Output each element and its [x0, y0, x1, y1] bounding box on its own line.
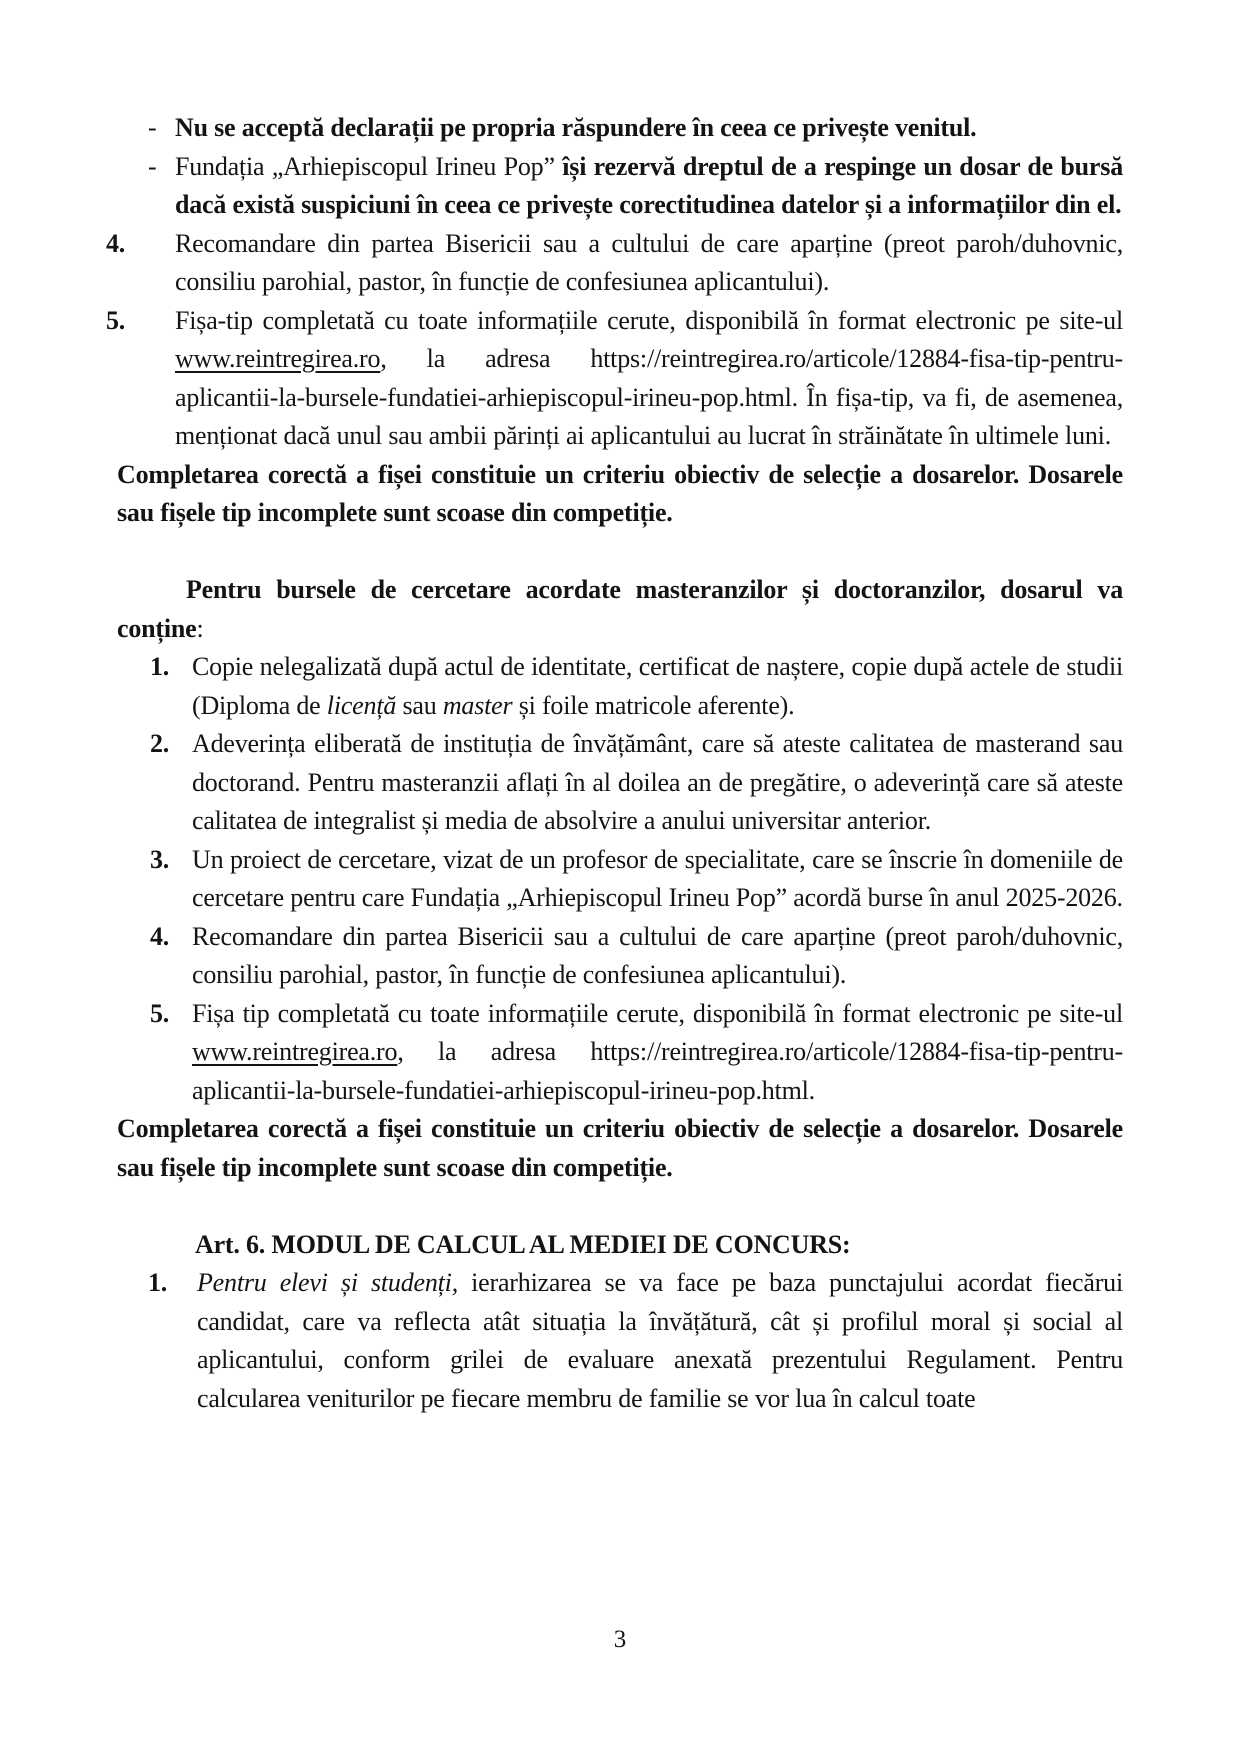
text-run: , la adresa https://reintregirea.ro/articole/12884-fisa-tip-pentru-aplicantii-la-bursele-fundatiei-arhiepiscopul-irineu-pop.html. În fișa-tip, va fi, de asemenea, menționat dacă unul sau ambii părinți ai aplicantului au lucrat în străinătate în ultimele luni.	[175, 344, 1123, 450]
item-1-copie-nelegalizata	[117, 648, 1123, 725]
text-run: , la adresa https://reintregirea.ro/articole/12884-fisa-tip-pentru-aplicantii-la-bursele-fundatiei-arhiepiscopul-irineu-pop.html.	[192, 1037, 1123, 1105]
document-content	[106, 109, 1123, 1418]
list-item-number: 5.	[106, 305, 126, 335]
item-1-pentru-elevi-studenti	[117, 1264, 1123, 1418]
link-www-reintregirea-ro[interactable]: www.reintregirea.ro	[192, 1037, 398, 1066]
list-item-number: 4.	[150, 921, 170, 951]
text-run: Recomandare din partea Bisericii sau a cultului de care aparține (preot paroh/duhovnic, consiliu parohial, pastor, în funcție de confesiunea aplicantului).	[192, 921, 1123, 989]
text-run: ierarhizarea se va face pe baza punctajului acordat fiecărui candidat, care va reflecta atât situația la învățătură, cât și profilul moral și social al aplicantului, conform grilei de evaluare anexată prezentului Regulament. Pentru calcularea veniturilor pe fiecare membru de familie se vor lua în calcul toate	[197, 1268, 1123, 1413]
list-item-number: 1.	[148, 1268, 168, 1297]
text-run: Completarea corectă a fișei constituie un criteriu obiectiv de selecție a dosarelor. Dosarele sau fișele tip incomplete sunt scoase din competiție.	[117, 1114, 1123, 1182]
text-run: sau	[396, 690, 443, 720]
page-number: 3	[613, 1626, 627, 1653]
list-item-number: 1.	[150, 652, 170, 681]
text-run: își rezervă dreptul de a respinge un dosar de bursă dacă există suspiciuni în ceea ce privește corectitudinea datelor și a informațiilor din el.	[175, 151, 1123, 219]
text-run: Pentru bursele de cercetare acordate masteranzilor și doctoranzilor, dosarul va conține	[117, 575, 1123, 643]
list-marker-dash: -	[148, 151, 157, 181]
bullet-no-declarations	[117, 109, 1123, 148]
item-3-proiect-cercetare	[117, 841, 1123, 918]
list-item-number: 5.	[150, 998, 170, 1028]
text-run: și foile matricole aferente).	[512, 690, 795, 720]
list-item-number: 4.	[106, 228, 126, 258]
item-5-fisa-tip	[106, 302, 1123, 456]
text-run: Un proiect de cercetare, vizat de un profesor de specialitate, care se înscrie în domeniile de cercetare pentru care Fundația „Arhiepiscopul Irineu Pop” acordă burse în anul 2025-2026.	[192, 844, 1123, 912]
para-completarea-corecta-1	[117, 456, 1123, 533]
bullet-foundation-right-to-reject	[117, 148, 1123, 225]
text-run: Completarea corectă a fișei constituie un criteriu obiectiv de selecție a dosarelor. Dosarele sau fișele tip incomplete sunt scoase din competiție.	[117, 459, 1123, 527]
item-4-recomandare-biserica-2	[117, 918, 1123, 995]
text-run: Art. 6. MODUL DE CALCUL AL MEDIEI DE CONCURS:	[195, 1229, 851, 1259]
text-run: Fișa-tip completată cu toate informațiile cerute, disponibilă în format electronic pe site-ul	[175, 305, 1123, 335]
para-bursele-cercetare-intro	[117, 571, 1123, 648]
heading-art-6	[117, 1226, 1123, 1265]
text-run: Adeverința eliberată de instituția de învățământ, care să ateste calitatea de masterand sau doctorand. Pentru masteranzii aflați în al doilea an de pregătire, o adeverință care să ateste calitatea de integralist și media de absolvire a anului universitar anterior.	[192, 729, 1123, 835]
list-item-number: 3.	[150, 844, 170, 874]
item-2-adeverinta-invatamant	[117, 725, 1123, 841]
link-www-reintregirea-ro[interactable]: www.reintregirea.ro	[175, 344, 381, 373]
text-run: Nu se acceptă declarații pe propria răspundere în ceea ce privește venitul.	[175, 113, 977, 142]
list-item-number: 2.	[150, 729, 170, 758]
para-completarea-corecta-2	[117, 1110, 1123, 1187]
item-5-fisa-tip-2	[117, 995, 1123, 1111]
text-run: Fundația „Arhiepiscopul Irineu Pop”	[175, 151, 563, 181]
item-4-recomandare-biserica	[106, 225, 1123, 302]
text-run: Fișa tip completată cu toate informațiile cerute, disponibilă în format electronic pe site-ul	[192, 998, 1123, 1028]
text-run: Recomandare din partea Bisericii sau a cultului de care aparține (preot paroh/duhovnic, consiliu parohial, pastor, în funcție de confesiunea aplicantului).	[175, 228, 1123, 296]
text-run: master	[442, 690, 513, 720]
text-run: :	[196, 613, 204, 643]
list-marker-dash: -	[148, 113, 157, 142]
text-run: licență	[326, 690, 397, 720]
text-run: Copie nelegalizată după actul de identitate, certificat de naștere, copie după actele de studii (Diploma de	[192, 652, 1123, 720]
text-run: Pentru elevi și studenți,	[197, 1268, 459, 1297]
